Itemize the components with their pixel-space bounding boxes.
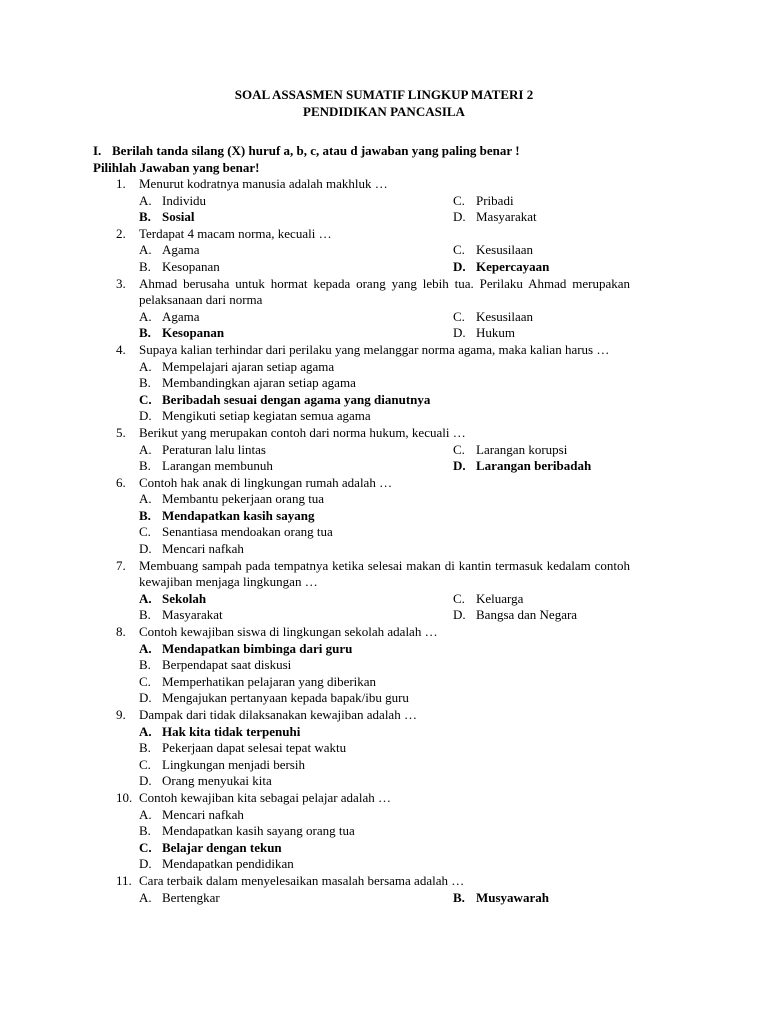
option-letter: C.	[453, 590, 465, 606]
question	[0, 873, 768, 906]
answer-option[interactable]	[139, 524, 333, 541]
question-text: Supaya kalian terhindar dari perilaku yang melanggar norma agama, maka kalian harus …	[139, 341, 610, 357]
question-text: Membuang sampah pada tempatnya ketika selesai makan di kantin termasuk kedalam contoh kewajiban menjaga lingkungan …	[139, 557, 630, 590]
answer-option[interactable]	[139, 641, 352, 658]
answer-option[interactable]	[453, 890, 549, 907]
option-letter: A.	[139, 889, 152, 905]
option-text: Individu	[162, 192, 207, 208]
answer-option[interactable]	[139, 242, 200, 259]
option-row	[0, 508, 768, 525]
option-letter: D.	[453, 607, 466, 623]
option-letter: A.	[139, 441, 152, 457]
option-row	[0, 209, 768, 226]
answer-option[interactable]	[139, 807, 244, 824]
option-text: Larangan korupsi	[476, 441, 568, 457]
question-text: Cara terbaik dalam menyelesaikan masalah bersama adalah …	[139, 872, 465, 888]
option-text: Larangan beribadah	[476, 458, 592, 474]
option-letter: D.	[139, 408, 152, 424]
option-row	[0, 541, 768, 558]
option-text: Pekerjaan dapat selesai tepat waktu	[162, 740, 347, 756]
option-text: Masyarakat	[162, 607, 223, 623]
option-letter: D.	[453, 325, 466, 341]
option-row	[0, 674, 768, 691]
option-text: Orang menyukai kita	[162, 773, 272, 789]
answer-option[interactable]	[139, 375, 356, 392]
option-row	[0, 840, 768, 857]
option-letter: B.	[139, 375, 151, 391]
option-letter: D.	[139, 773, 152, 789]
question-number: 9.	[116, 707, 126, 722]
question-number: 6.	[116, 474, 126, 490]
question	[0, 176, 768, 226]
option-text: Agama	[162, 308, 200, 324]
answer-option[interactable]	[139, 823, 355, 840]
option-letter: C.	[139, 391, 152, 407]
question	[0, 790, 768, 873]
option-text: Bertengkar	[162, 889, 220, 905]
document-subtitle: PENDIDIKAN PANCASILA	[303, 104, 465, 119]
question-number: 11.	[116, 872, 132, 888]
answer-option[interactable]	[139, 657, 291, 674]
answer-option[interactable]	[139, 724, 300, 741]
option-text: Kepercayaan	[476, 258, 550, 274]
option-letter: A.	[139, 242, 152, 258]
option-text: Senantiasa mendoakan orang tua	[162, 524, 333, 540]
option-row	[0, 690, 768, 707]
answer-option[interactable]	[139, 591, 206, 608]
question-line	[0, 425, 630, 442]
question	[0, 226, 768, 276]
option-text: Sosial	[162, 209, 195, 225]
question	[0, 276, 768, 342]
answer-option[interactable]	[453, 309, 533, 326]
option-letter: A.	[139, 192, 152, 208]
section-number: I.	[93, 143, 102, 158]
option-row	[0, 657, 768, 674]
option-letter: A.	[139, 590, 152, 606]
option-text: Hukum	[476, 325, 515, 341]
question-line	[0, 558, 630, 591]
option-row	[0, 524, 768, 541]
question	[0, 624, 768, 707]
option-row	[0, 807, 768, 824]
answer-option[interactable]	[453, 242, 533, 259]
option-row	[0, 607, 768, 624]
section-instruction	[93, 143, 520, 160]
question-line	[0, 624, 630, 641]
option-row	[0, 359, 768, 376]
question-text: Contoh hak anak di lingkungan rumah adalah …	[139, 474, 393, 490]
option-text: Mendapatkan kasih sayang orang tua	[162, 823, 355, 839]
option-letter: D.	[139, 541, 152, 557]
answer-option[interactable]	[139, 757, 305, 774]
option-row	[0, 591, 768, 608]
option-text: Mencari nafkah	[162, 806, 244, 822]
option-letter: C.	[453, 192, 465, 208]
answer-option[interactable]	[139, 773, 272, 790]
option-row	[0, 193, 768, 210]
option-text: Sekolah	[162, 590, 207, 606]
option-letter: B.	[139, 507, 151, 523]
answer-option[interactable]	[139, 359, 334, 376]
option-letter: B.	[139, 258, 151, 274]
question-text: Menurut kodratnya manusia adalah makhluk …	[139, 176, 388, 191]
question-line	[0, 475, 630, 492]
question-number: 3.	[116, 275, 126, 291]
option-letter: C.	[453, 242, 465, 258]
answer-option[interactable]	[139, 674, 376, 691]
option-row	[0, 458, 768, 475]
answer-option[interactable]	[139, 508, 314, 525]
question-text: Contoh kewajiban kita sebagai pelajar adalah …	[139, 789, 391, 805]
option-letter: C.	[139, 673, 151, 689]
option-row	[0, 408, 768, 425]
option-letter: B.	[139, 209, 151, 225]
answer-option[interactable]	[139, 840, 282, 857]
option-text: Beribadah sesuai dengan agama yang dianutnya	[162, 391, 431, 407]
option-text: Kesopanan	[162, 258, 220, 274]
option-text: Kesusilaan	[476, 242, 534, 258]
question-text: Contoh kewajiban siswa di lingkungan sekolah adalah …	[139, 624, 438, 640]
option-letter: A.	[139, 308, 152, 324]
answer-option[interactable]	[139, 259, 220, 276]
option-row	[0, 242, 768, 259]
option-letter: D.	[453, 258, 466, 274]
option-letter: B.	[139, 823, 151, 839]
question-number: 1.	[116, 176, 126, 191]
option-text: Mempelajari ajaran setiap agama	[162, 358, 335, 374]
option-row	[0, 309, 768, 326]
option-text: Mendapatkan bimbinga dari guru	[162, 640, 353, 656]
option-text: Pribadi	[476, 192, 514, 208]
option-letter: D.	[139, 690, 152, 706]
answer-option[interactable]	[139, 740, 346, 757]
answer-option[interactable]	[139, 856, 294, 873]
option-row	[0, 259, 768, 276]
question	[0, 707, 768, 790]
option-letter: A.	[139, 640, 152, 656]
option-text: Kesusilaan	[476, 308, 534, 324]
option-row	[0, 856, 768, 873]
option-row	[0, 740, 768, 757]
option-letter: A.	[139, 806, 152, 822]
option-text: Peraturan lalu lintas	[162, 441, 266, 457]
question-line	[0, 790, 630, 807]
answer-option[interactable]	[453, 325, 515, 342]
answer-option[interactable]	[453, 193, 514, 210]
option-letter: A.	[139, 491, 152, 507]
answer-option[interactable]	[453, 259, 549, 276]
option-letter: D.	[453, 458, 466, 474]
option-text: Masyarakat	[476, 209, 537, 225]
question-number: 8.	[116, 624, 126, 640]
question-line	[0, 226, 630, 243]
option-letter: C.	[139, 756, 151, 772]
question	[0, 558, 768, 624]
option-text: Kesopanan	[162, 325, 225, 341]
option-letter: A.	[139, 723, 152, 739]
question-text: Terdapat 4 macam norma, kecuali …	[139, 225, 332, 241]
option-row	[0, 641, 768, 658]
question-line	[0, 342, 630, 359]
section-instruction-text: Berilah tanda silang (X) huruf a, b, c, atau d jawaban yang paling benar !	[112, 143, 520, 158]
question-line	[0, 276, 630, 309]
option-letter: C.	[453, 441, 465, 457]
question-line	[0, 176, 630, 193]
answer-option[interactable]	[139, 491, 324, 508]
question-list	[0, 176, 768, 906]
option-text: Mengikuti setiap kegiatan semua agama	[162, 408, 371, 424]
option-text: Lingkungan menjadi bersih	[162, 756, 305, 772]
option-text: Mengajukan pertanyaan kepada bapak/ibu guru	[162, 690, 409, 706]
option-text: Musyawarah	[476, 889, 549, 905]
option-text: Memperhatikan pelajaran yang diberikan	[162, 673, 377, 689]
answer-option[interactable]	[139, 309, 200, 326]
document-title: SOAL ASSASMEN SUMATIF LINGKUP MATERI 2	[234, 87, 534, 102]
question-line	[0, 707, 630, 724]
question-number: 7.	[116, 557, 126, 573]
option-letter: A.	[139, 358, 152, 374]
answer-option[interactable]	[139, 408, 371, 425]
answer-option[interactable]	[139, 690, 409, 707]
option-letter: C.	[139, 839, 152, 855]
answer-option[interactable]	[139, 193, 206, 210]
option-letter: B.	[453, 889, 465, 905]
option-row	[0, 442, 768, 459]
option-text: Membantu pekerjaan orang tua	[162, 491, 325, 507]
option-row	[0, 491, 768, 508]
question-number: 2.	[116, 225, 126, 241]
option-text: Mencari nafkah	[162, 541, 244, 557]
option-text: Mendapatkan kasih sayang	[162, 507, 315, 523]
option-letter: B.	[139, 458, 151, 474]
answer-option[interactable]	[139, 541, 244, 558]
option-row	[0, 325, 768, 342]
question	[0, 475, 768, 558]
question-number: 10.	[116, 789, 133, 805]
option-row	[0, 375, 768, 392]
answer-option[interactable]	[139, 607, 223, 624]
answer-option[interactable]	[139, 209, 195, 226]
question-text: Berikut yang merupakan contoh dari norma hukum, kecuali …	[139, 424, 466, 440]
question	[0, 342, 768, 425]
answer-option[interactable]	[453, 458, 591, 475]
option-letter: B.	[139, 657, 151, 673]
option-row	[0, 724, 768, 741]
question-number: 5.	[116, 424, 126, 440]
option-letter: B.	[139, 325, 151, 341]
answer-option[interactable]	[453, 209, 537, 226]
question-line	[0, 873, 630, 890]
answer-option[interactable]	[453, 607, 577, 624]
option-row	[0, 823, 768, 840]
sub-instruction: Pilihlah Jawaban yang benar!	[93, 160, 260, 175]
answer-option[interactable]	[139, 442, 266, 459]
answer-option[interactable]	[453, 591, 523, 608]
question-text: Dampak dari tidak dilaksanakan kewajiban adalah …	[139, 707, 417, 722]
option-letter: B.	[139, 607, 151, 623]
option-text: Membandingkan ajaran setiap agama	[162, 375, 356, 391]
option-letter: B.	[139, 740, 151, 756]
answer-option[interactable]	[453, 442, 567, 459]
option-text: Larangan membunuh	[162, 458, 273, 474]
answer-option[interactable]	[139, 458, 273, 475]
answer-option[interactable]	[139, 890, 220, 907]
option-text: Belajar dengan tekun	[162, 839, 282, 855]
option-text: Keluarga	[476, 590, 524, 606]
option-text: Berpendapat saat diskusi	[162, 657, 292, 673]
option-letter: C.	[453, 308, 465, 324]
answer-option[interactable]	[139, 325, 224, 342]
option-row	[0, 773, 768, 790]
option-text: Mendapatkan pendidikan	[162, 856, 294, 872]
option-row	[0, 392, 768, 409]
option-text: Hak kita tidak terpenuhi	[162, 723, 301, 739]
option-letter: C.	[139, 524, 151, 540]
question-text: Ahmad berusaha untuk hormat kepada orang yang lebih tua. Perilaku Ahmad merupakan pelaksanaan dari norma	[139, 275, 630, 308]
option-letter: D.	[139, 856, 152, 872]
option-row	[0, 757, 768, 774]
answer-option[interactable]	[139, 392, 430, 409]
option-letter: D.	[453, 209, 466, 225]
question	[0, 425, 768, 475]
option-text: Bangsa dan Negara	[476, 607, 578, 623]
question-number: 4.	[116, 341, 126, 357]
option-row	[0, 890, 768, 907]
option-text: Agama	[162, 242, 200, 258]
